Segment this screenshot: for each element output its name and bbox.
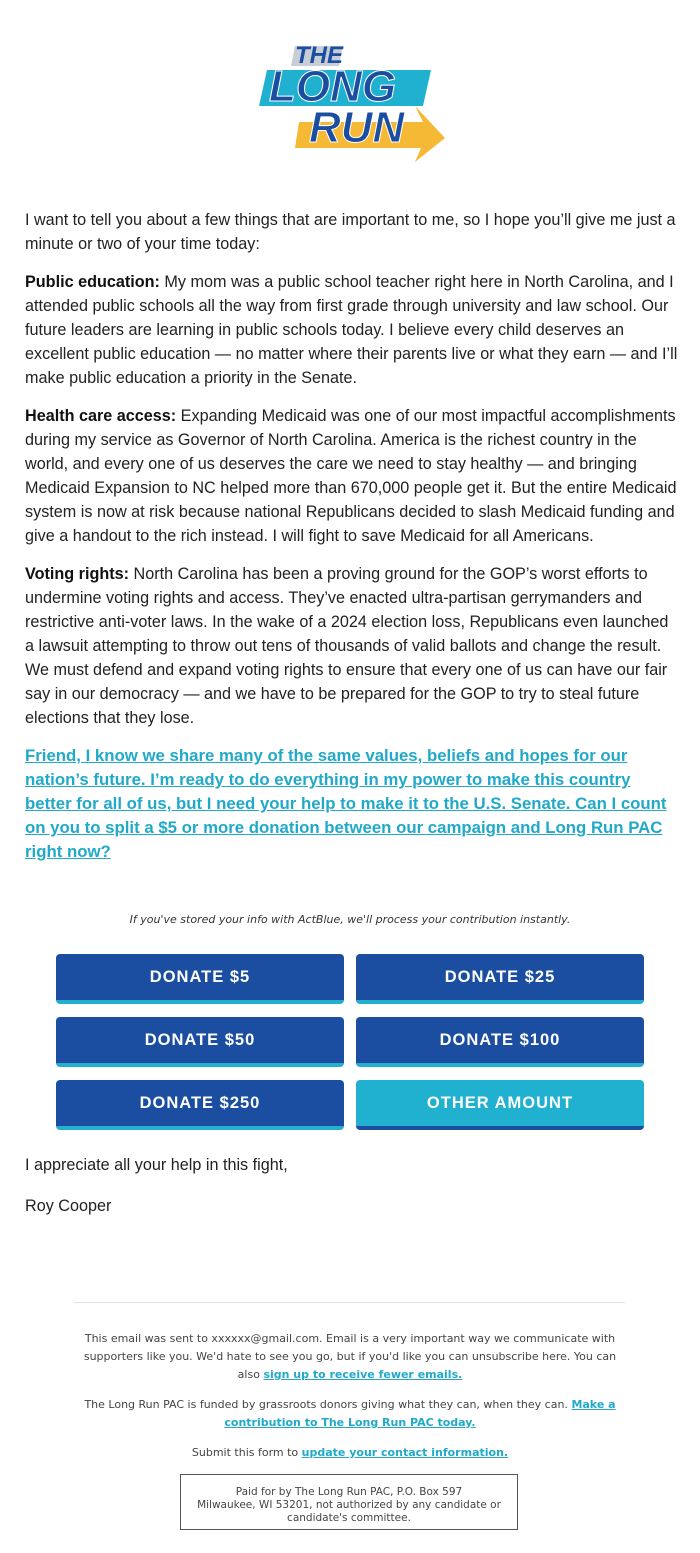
contribute-link[interactable]: Make a contribution to The Long Run PAC today. <box>224 1398 616 1429</box>
footer-sent-text: This email was sent to xxxxxx@gmail.com. Email is a very important way we communicate with supporters like you. We'd hate to see you go, but if you'd like you can unsubscribe here. You can also <box>83 1332 617 1381</box>
logo-the: THE <box>295 42 343 69</box>
health-paragraph <box>25 404 680 548</box>
voting-label: Voting rights: <box>25 565 130 583</box>
signature: Roy Cooper <box>25 1197 112 1215</box>
donate-25-button[interactable]: DONATE $25 <box>356 954 644 1004</box>
intro-paragraph: I want to tell you about a few things that are important to me, so I hope you’ll give me just a minute or two of your time today: <box>25 211 676 253</box>
donate-5-button[interactable]: DONATE $5 <box>56 954 344 1004</box>
long-run-logo <box>255 38 445 164</box>
education-label: Public education: <box>25 273 160 291</box>
health-text: Expanding Medicaid was one of our most impactful accomplishments during my service as Governor of North Carolina. America is the richest country in the world, and every one of us deserves the care we need to stay healthy — and bringing Medicaid Expansion to NC helped more than 670,000 people get it. But the entire Medicaid system is now at risk because national Republicans decided to slash Medicaid funding and give a handout to the rich instead. I will fight to save Medicaid for all Americans. <box>25 407 677 545</box>
voting-paragraph <box>25 562 680 730</box>
footer-divider <box>74 1302 625 1303</box>
donate-100-button[interactable]: DONATE $100 <box>356 1017 644 1067</box>
other-amount-button[interactable]: OTHER AMOUNT <box>356 1080 644 1130</box>
footer-funding-notice <box>80 1396 620 1432</box>
update-contact-link[interactable]: update your contact information. <box>301 1446 509 1459</box>
fewer-emails-link[interactable]: sign up to receive fewer emails. <box>263 1368 463 1381</box>
actblue-note: If you've stored your info with ActBlue, we'll process your contribution instantly. <box>129 913 571 926</box>
footer-update-notice <box>80 1444 620 1462</box>
donation-cta-link[interactable]: Friend, I know we share many of the same values, beliefs and hopes for our nation’s future. I’m ready to do everything in my power to make this country better for all of us, but I need your help to make it to the U.S. Senate. Can I count on you to split a $5 or more donation between our campaign and Long Run PAC right now? <box>25 746 667 861</box>
footer-sent-notice <box>80 1330 620 1384</box>
health-label: Health care access: <box>25 407 177 425</box>
logo-run: RUN <box>309 103 405 152</box>
email-body <box>25 208 680 864</box>
paid-line-2: Milwaukee, WI 53201, not authorized by any candidate or candidate's committee. <box>197 1499 501 1524</box>
voting-text: North Carolina has been a proving ground for the GOP’s worst efforts to undermine voting rights and access. They’ve enacted ultra-partisan gerrymanders and restrictive anti-voter laws. In the wake of a 2024 election loss, Republicans even launched a lawsuit attempting to throw out tens of thousands of valid ballots and change the result. We must defend and expand voting rights to ensure that every one of us can have our fair say in our democracy — and we have to be prepared for the GOP to try to steal future elections that they lose. <box>25 565 669 727</box>
logo-long: LONG <box>269 62 397 111</box>
donate-50-button[interactable]: DONATE $50 <box>56 1017 344 1067</box>
education-paragraph <box>25 270 680 390</box>
footer-submit-text: Submit this form to <box>191 1446 302 1459</box>
footer-funding-text: The Long Run PAC is funded by grassroots donors giving what they can, when they can. <box>84 1398 572 1411</box>
donate-250-button[interactable]: DONATE $250 <box>56 1080 344 1130</box>
education-text: My mom was a public school teacher right here in North Carolina, and I attended public schools all the way from first grade through university and law school. Our future leaders are learning in public schools today. I believe every child deserves an excellent public education — no matter where their parents live or what they earn — and I’ll make public education a priority in the Senate. <box>25 273 678 387</box>
closing-thanks: I appreciate all your help in this fight, <box>25 1156 288 1174</box>
paid-line-1: Paid for by The Long Run PAC, P.O. Box 597 <box>235 1486 463 1498</box>
paid-for-disclaimer <box>180 1474 518 1530</box>
